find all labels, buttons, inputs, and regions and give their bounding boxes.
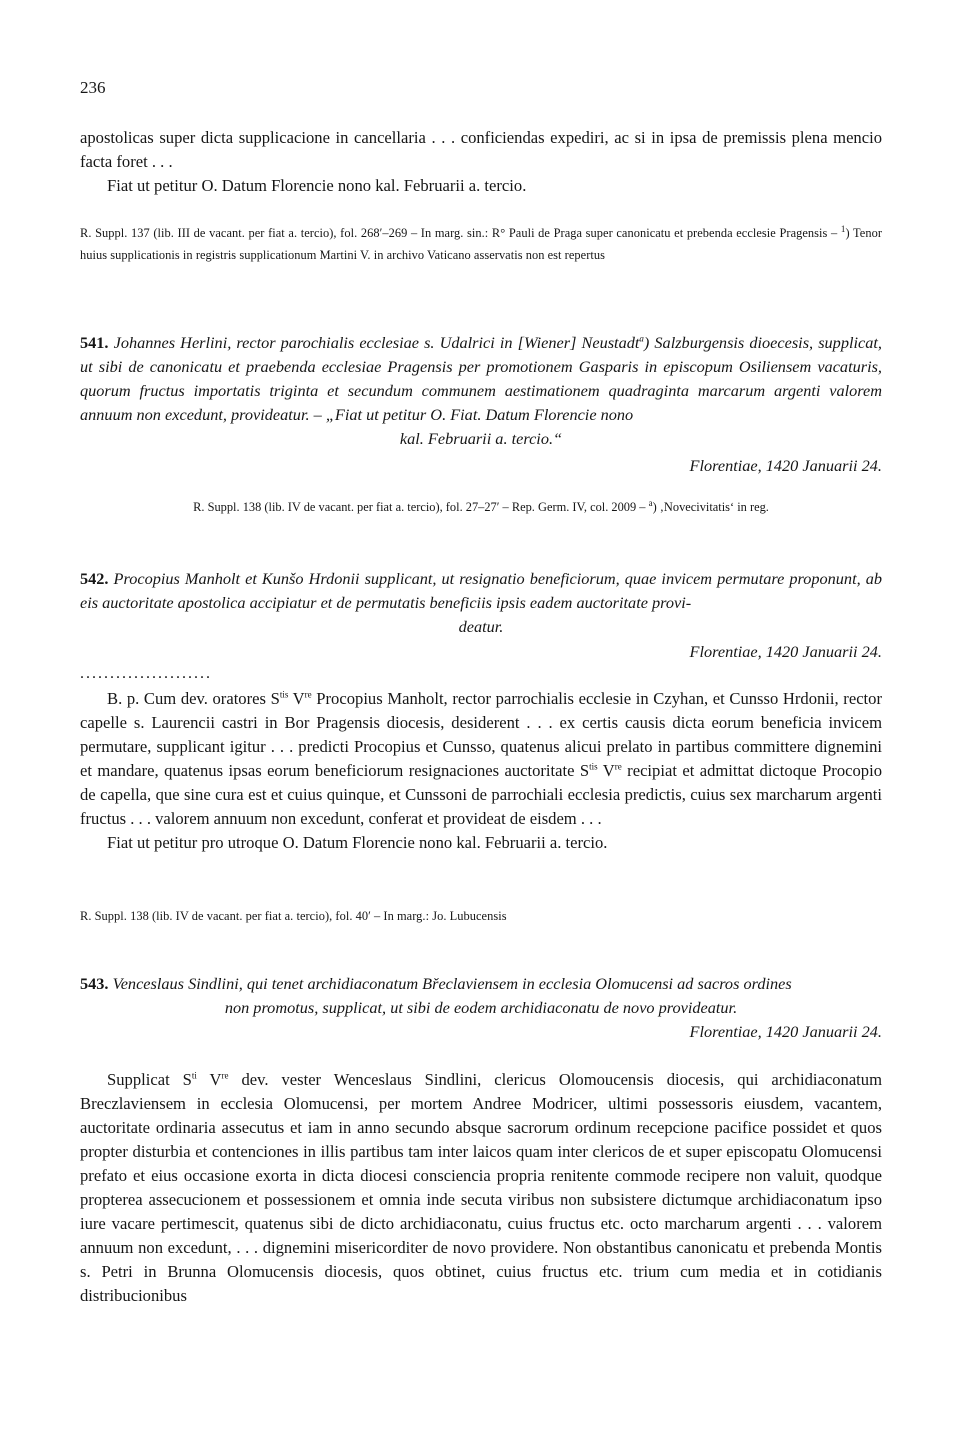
fiat-542: Fiat ut petitur pro utroque O. Datum Florencie nono kal. Februarii a. tercio.	[107, 833, 608, 852]
regest-541-center: kal. Februarii a. tercio.“	[399, 429, 563, 448]
footnote-text: R. Suppl. 137 (lib. III de vacant. per fiat a. tercio), fol. 268′–269 – In marg. sin.: R° Pauli de Praga super canonicatu et prebenda ecclesie Pragensis – $^1$) Tenor huius supplicationis in registris supplicationum Martini V. in archivo Vaticano asservatis non est repertus	[80, 223, 882, 262]
regest-542: 542. Procopius Manholt et Kunšo Hrdonii supplicant, ut resignatio beneficiorum, quae invicem permutare proponunt, ab eis auctoritate apostolica accipiatur et de permutatis beneficiis ipsis eadem auctoritate provi-	[80, 569, 882, 612]
page-number: 236	[80, 78, 106, 97]
dateline-541: Florentiae, 1420 Januarii 24.	[689, 456, 882, 475]
entry-number: 541.	[80, 333, 109, 352]
intro-footnote	[80, 222, 882, 266]
intro-fiat: Fiat ut petitur O. Datum Florencie nono kal. Februarii a. tercio.	[107, 176, 527, 195]
entry-541	[80, 331, 882, 478]
entry-number: 543.	[80, 974, 109, 993]
intro-section	[80, 126, 882, 198]
regest-541: 541. Johannes Herlini, rector parochialis ecclesiae s. Udalrici in [Wiener] Neustadt$^a$) Salzburgensis dioecesis, supplicat, ut sibi de canonicatu et praebenda ecclesiae Pragensis per promotionem Gasparis in episcopum Osiliensem vacaturis, quorum fructus importatis triginta et secundum communem aestimationem quadraginta marcarum argenti valorem annuum non excedunt, provideatur. – „Fiat ut petitur O. Fiat. Datum Florencie nono	[80, 333, 882, 424]
entry-542-body	[80, 687, 882, 855]
entry-number: 542.	[80, 569, 109, 588]
dateline-542: Florentiae, 1420 Januarii 24.	[689, 642, 882, 661]
entry-542	[80, 567, 882, 684]
entry-543-body	[80, 1068, 882, 1308]
entry-543	[80, 972, 882, 1044]
omission-dots: ......................	[80, 665, 212, 682]
entry-541-note	[80, 497, 882, 517]
regest-542-center: deatur.	[458, 617, 504, 636]
footnote-text: R. Suppl. 138 (lib. IV de vacant. per fiat a. tercio), fol. 27–27′ – Rep. Germ. IV, col. 2009 – $^a$) ‚Novecivitatis‘ in reg.	[193, 497, 769, 514]
body-543: Supplicat $S^{ti}$ Vre dev. vester Wenceslaus Sindlini, clericus Olomoucensis diocesis, qui archidiaconatum Breczlaviensem in ecclesia Olomucensi, per mortem Andree Modricer, ultimi possessoris eiusdem, vacantem, auctoritate ordinaria assecutus et iam in anno secundo absque sacrorum ordinum recepcione pacifice possidet et quos propter disturbia et contenciones in illis partibus tam inter laicos quam inter clericos de et super episcopatu Olomucensi prefato et eius occasione exorta in dicta diocesi consciencia propria renitente commode recipere non valuit, quodque propterea assecucionem et possessionem et omnia inde secuta viribus non subsistere dictumque archidiaconatum ipso iure vacare pertimescit, quatenus sibi de dicto archidiaconatu, cuius fructus etc. octo marcharum argenti . . . valorem annuum non excedunt, . . . dignemini misericorditer de novo providere. Non obstantibus canonicatu et prebenda Montis s. Petri in Brunna Olomucensis diocesis, quos obtinet, cuius fructus etc. trium cum media et in cotidianis distribucionibus	[80, 1070, 883, 1305]
footnote-ref: 1	[840, 223, 846, 234]
footnote-text: R. Suppl. 138 (lib. IV de vacant. per fiat a. tercio), fol. 40′ – In marg.: Jo. Lubucensis	[80, 909, 507, 923]
intro-paragraph: apostolicas super dicta supplicacione in cancellaria . . . conficiendas expediri, ac si in ipsa de premissis plena mencio facta foret . . .	[80, 128, 882, 171]
dateline-543: Florentiae, 1420 Januarii 24.	[689, 1022, 882, 1041]
entry-542-note	[80, 905, 882, 927]
body-542: B. p. Cum dev. oratores $S^{tis}$ Vre Procopius Manholt, rector parrochialis ecclesie in Czyhan, et Cunsso Hrdonii, rector capelle s. Laurencii castri in Bor Pragensis diocesis, desiderent . . . ex certis causis dicta eorum beneficia invicem permutare, supplicant igitur . . . predicti Procopius et Cunsso, quatenus alicui prelato in partibus committere dignemini et mandare, quatenus ipsas eorum beneficiorum resignaciones auctoritate $S^{tis}$ Vre recipiat et admittat dictoque Procopio de capella, que sine cura est et cuius quinque, et Cunssoni de parrochiali ecclesia predictis, cuius sex marcharum argenti fructus . . . valorem annuum non excedunt, conferat et provideat de eisdem . . .	[80, 689, 882, 828]
regest-543-center: non promotus, supplicat, ut sibi de eodem archidiaconatu de novo provideatur.	[224, 998, 738, 1017]
regest-543: 543. Venceslaus Sindlini, qui tenet archidiaconatum Břeclaviensem in ecclesia Olomucensi ad sacros ordines	[80, 974, 792, 993]
